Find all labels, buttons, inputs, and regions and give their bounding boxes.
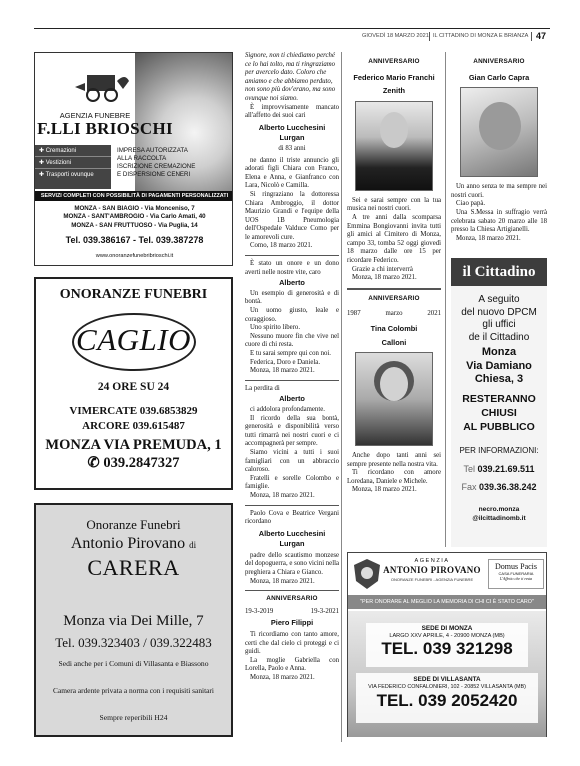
- photo-colombi: [355, 352, 433, 446]
- obit-text: padre dello scautismo monzese del dopoguerra, e sono vicini nella preghiera a Chiara e Gianco.: [245, 551, 339, 577]
- obit-text: Il ricordo della sua bontà, generosità e disponibilità verso tutti rimarrà nei nostri cuori e ci accompagnerà per sempre.: [245, 414, 339, 448]
- column-4: [451, 52, 547, 243]
- obit-name: Alberto: [279, 394, 305, 404]
- pirovano-tel: Tel. 039.323403 / 039.322483: [55, 635, 212, 650]
- obit-name: Federico Mario Franchi: [353, 72, 435, 82]
- obit-text: Un esempio di generosità e di bontà.: [245, 289, 339, 306]
- obit-name: Alberto: [279, 278, 305, 288]
- caglio-name: CAGLIO: [76, 322, 191, 357]
- obit-verse: Signore, non ti chiediamo perché ce lo hai tolto, ma ti ringraziamo per avercelo dato. Coloro che amiamo e che abbiamo perduto, non sono più dov'erano, ma sono ovunque noi siamo.: [245, 52, 336, 102]
- ad-pirovano-monza: [347, 552, 547, 737]
- brioschi-addresses: MONZA - SAN BIAGIO - Via Monceniso, 7 MONZA - SANT'AMBROGIO - Via Carlo Amati, 40 MONZA - SAN FRUTTUOSO - Via Puglia, 14: [63, 205, 206, 229]
- caglio-hours: 24 ORE SU 24: [97, 381, 170, 393]
- obit-age: di 83 anni: [278, 144, 306, 152]
- obit-text: ci addolora profondamente.: [250, 405, 325, 413]
- cittadino-tel: Tel 039.21.69.511: [463, 464, 535, 474]
- obit-date: Monza, 18 marzo 2021.: [250, 577, 315, 585]
- brioschi-impresa: IMPRESA AUTORIZZATA ALLA RACCOLTA ISCRIZIONE CREMAZIONE E DISPERSIONE CENERI: [117, 147, 196, 178]
- obit-text: Nessuno muore fin che vive nel cuore di chi resta.: [245, 332, 339, 349]
- obit-text: È improvvisamente mancato all'affetto dei suoi cari: [245, 103, 339, 120]
- obit-date: Como, 18 marzo 2021.: [250, 242, 313, 250]
- header-date: GIOVEDÌ 18 MARZO 2021: [362, 33, 429, 39]
- obit-name: Alberto Lucchesini: [258, 122, 326, 132]
- obit-name-sub: Lurgan: [279, 133, 305, 143]
- obit-name: Gian Carlo Capra: [468, 72, 530, 82]
- brioschi-web: www.onoranzefunebribrioschi.it: [95, 253, 174, 259]
- pirovano-sedi: Sedi anche per i Comuni di Villasanta e Biassono: [58, 659, 209, 668]
- pirovano-reperibili: Sempre reperibili H24: [99, 713, 168, 722]
- obit-text: Si ringraziano la dottoressa Chiara Ambroggio, il dottor Maurizio Grandi e l'equipe della UOS 1B Pneumologia dell'Ospedale Valduce Como per le amorevoli cure.: [245, 190, 339, 241]
- cittadino-address: Monza Via Damiano Chiesa, 3: [466, 346, 532, 385]
- obit-text: Anche dopo tanti anni sei sempre presente nella nostra vita.: [347, 452, 441, 468]
- obit-text: Uno spirito libero.: [250, 324, 301, 332]
- service-1: ✚ Cremazioni: [35, 145, 111, 157]
- caglio-monza: MONZA VIA PREMUDA, 1: [45, 437, 222, 453]
- obit-text: Federica, Doro e Daniela.: [250, 358, 321, 366]
- pirovano2-name: ANTONIO PIROVANO: [383, 565, 481, 575]
- brioschi-tel: Tel. 039.386167 - Tel. 039.387278: [65, 235, 204, 245]
- domus-pacis-logo: Domus Pacis CASA FUNERARIA L'Affetto che ti resta: [488, 559, 544, 589]
- obit-date: Monza, 18 marzo 2021.: [352, 274, 417, 282]
- pirovano2-slogan: "PER ONORARE AL MEGLIO LA MEMORIA DI CHI CI È STATO CARO": [348, 595, 546, 609]
- obit-text: Sei e sarai sempre con la tua musica nei nostri cuori.: [347, 196, 441, 213]
- obit-text: Una S.Messa in suffragio verrà celebrata sabato 20 marzo alle 18 presso la Chiesa Artigianelli.: [451, 208, 547, 234]
- anniversary-header: ANNIVERSARIO: [368, 294, 420, 302]
- obit-text: Un anno senza te ma sempre nei nostri cuori.: [451, 183, 547, 199]
- sede-villasanta-box: SEDE DI VILLASANTA VIA FEDERICO CONFALONIERI, 102 - 20852 VILLASANTA (MB) TEL. 039 2052420: [356, 673, 538, 723]
- sede-monza-box: SEDE DI MONZA LARGO XXV APRILE, 4 - 20900 MONZA (MB) TEL. 039 321298: [366, 623, 528, 667]
- page-number: 47: [536, 31, 547, 41]
- pirovano2-sub: ONORANZE FUNEBRI - AGENZIA FUNEBRE: [390, 577, 474, 582]
- obit-text: La moglie Gabriella con Lorella, Paolo e Anna.: [245, 656, 339, 673]
- header-paper: IL CITTADINO DI MONZA E BRIANZA: [433, 33, 529, 39]
- brioschi-services: [35, 145, 111, 189]
- obit-text: Ciao papà.: [456, 200, 486, 208]
- obit-text: ne danno il triste annuncio gli adorati figli Chiara con Franco, Elena e Anna, e Gianfranco con Lara, Nicolò e Camilla.: [245, 156, 339, 190]
- photo-capra: [460, 87, 538, 177]
- caglio-arcore: ARCORE 039.615487: [82, 420, 185, 432]
- obit-text: È stato un onore e un dono averti nelle nostre vite, caro: [245, 260, 339, 276]
- ad-pirovano-carera: [34, 503, 233, 737]
- pirovano-carera: CARERA: [87, 555, 180, 580]
- obit-text: Fratelli e sorelle Colombo e famiglie.: [245, 474, 339, 491]
- carriage-logo: [73, 67, 131, 103]
- obit-text: Un uomo giusto, leale e coraggioso.: [245, 307, 339, 323]
- cittadino-notice: [451, 258, 547, 547]
- obit-text: Grazie a chi interverrà: [352, 265, 413, 273]
- column-2: [245, 52, 339, 683]
- photo-franchi: [355, 101, 433, 191]
- pirovano-line2: Antonio Pirovano di: [70, 535, 197, 552]
- pirovano-line1: Onoranze Funebri: [86, 517, 181, 532]
- obit-name-sub: Calloni: [381, 337, 407, 347]
- ad-brioschi: [34, 52, 233, 266]
- anniv-dates: 19-3-2019 19-3-2021: [245, 607, 339, 615]
- obit-date: Monza, 18 marzo 2021.: [456, 234, 521, 242]
- column-3: [347, 52, 441, 495]
- obit-text: La perdita di: [245, 384, 280, 392]
- obit-name-sub: Lurgan: [279, 539, 305, 549]
- cittadino-logo: il Cittadino: [451, 258, 547, 286]
- brioschi-banner: SERVIZI COMPLETI CON POSSIBILITÀ DI PAGAMENTI PERSONALIZZATI: [35, 191, 233, 201]
- anniversary-header: ANNIVERSARIO: [266, 595, 318, 603]
- caglio-tel: ✆ 039.2847327: [87, 455, 180, 471]
- obit-name: Alberto Lucchesini: [258, 528, 326, 538]
- cittadino-email: necro.monza @ilcittadinomb.it: [472, 506, 526, 522]
- anniversary-header: ANNIVERSARIO: [368, 58, 420, 65]
- obit-date: Monza, 18 marzo 2021.: [250, 674, 315, 681]
- obit-text: Siamo vicini a tutti i suoi famigliari con un abbraccio caloroso.: [245, 448, 339, 474]
- pirovano-addr: Monza via Dei Mille, 7: [63, 613, 204, 629]
- obit-date: Monza, 18 marzo 2021.: [250, 491, 315, 499]
- pirovano-camera: Camera ardente privata a norma con i requisiti sanitari: [53, 686, 214, 695]
- pirovano2-agenzia: AGENZIA: [414, 558, 450, 564]
- anniversary-header: ANNIVERSARIO: [473, 58, 525, 65]
- service-2: ✚ Vestizioni: [35, 157, 111, 169]
- obit-text: E tu sarai sempre qui con noi.: [250, 350, 331, 357]
- obit-text: Paolo Cova e Beatrice Vergani ricordano: [245, 509, 339, 526]
- brioschi-name: F.LLI BRIOSCHI: [37, 119, 173, 138]
- obit-text: Ti ricordano con amore Loredana, Daniele e Michele.: [347, 469, 441, 485]
- cittadino-closed: RESTERANNO CHIUSI AL PUBBLICO: [462, 393, 536, 433]
- ad-caglio: [34, 277, 233, 490]
- anniv-dates: 1987 marzo 2021: [347, 310, 441, 318]
- cittadino-info: PER INFORMAZIONI:: [459, 446, 539, 455]
- caglio-title: ONORANZE FUNEBRI: [59, 287, 208, 302]
- obit-text: Ti ricordiamo con tanto amore, certi che dal cielo ci proteggi e ci guidi.: [245, 631, 339, 656]
- caglio-vimercate: VIMERCATE 039.6853829: [69, 405, 198, 417]
- crest-icon: [352, 557, 382, 591]
- obit-text: A tre anni dalla scomparsa Emmina Bongiovanni invita tutti gli amici al Cimitero di Monza, campo 33, tomba 52 oggi giovedì 18 marzo dalle ore 15 per ricordare Federico.: [347, 213, 441, 264]
- brioschi-agency: AGENZIA FUNEBRE: [59, 111, 131, 120]
- cittadino-fax: Fax 039.36.38.242: [461, 482, 537, 492]
- obit-name: Tina Colombi: [370, 323, 418, 333]
- obit-name-sub: Zenith: [382, 86, 406, 96]
- obit-date: Monza, 18 marzo 2021.: [250, 367, 315, 375]
- obit-date: Monza, 18 marzo 2021.: [352, 486, 417, 494]
- obit-name: Piero Filippi: [270, 618, 314, 628]
- service-3: ✚ Trasporti ovunque: [39, 172, 94, 178]
- cittadino-intro: A seguito del nuovo DPCM gli uffici de il Cittadino: [461, 294, 537, 343]
